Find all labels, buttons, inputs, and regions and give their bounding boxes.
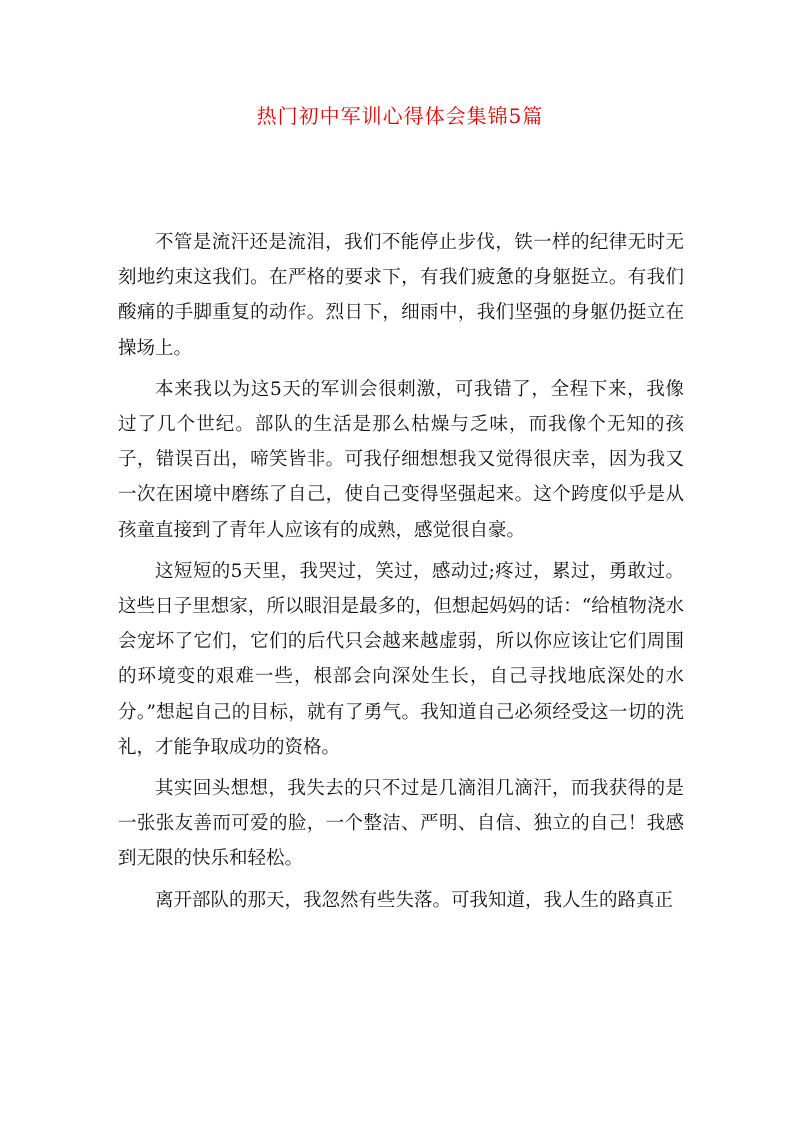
- paragraph: 其实回头想想，我失去的只不过是几滴泪几滴汗，而我获得的是一张张友善而可爱的脸，一个整洁、严明、自信、独立的自己！我感到无限的快乐和轻松。: [118, 778, 684, 870]
- paragraph: 不管是流汗还是流泪，我们不能停止步伐，铁一样的纪律无时无刻地约束这我们。在严格的要求下，有我们疲惫的身躯挺立。有我们酸痛的手脚重复的动作。烈日下，细雨中，我们坚强的身躯仍挺立在操场上。: [118, 232, 684, 359]
- document-body: [118, 225, 684, 924]
- document-title: 热门初中军训心得体会集锦5篇: [256, 104, 544, 128]
- paragraph: 本来我以为这5天的军训会很刺激，可我错了，全程下来，我像过了几个世纪。部队的生活是那么枯燥与乏味，而我像个无知的孩子，错误百出，啼笑皆非。可我仔细想想我又觉得很庆幸，因为我又一次在困境中磨练了自己，使自己变得坚强起来。这个跨度似乎是从孩童直接到了青年人应该有的成熟，感觉很自豪。: [118, 378, 684, 541]
- paragraph: 离开部队的那天，我忽然有些失落。可我知道，我人生的路真正: [155, 889, 674, 911]
- paragraph: 这短短的5天里，我哭过，笑过，感动过;疼过，累过，勇敢过。这些日子里想家，所以眼泪是最多的，但想起妈妈的话：“给植物浇水会宠坏了它们，它们的后代只会越来越虚弱，所以你应该让它们周围的环境变的艰难一些，根部会向深处生长，自己寻找地底深处的水分。”想起自己的目标，就有了勇气。我知道自己必须经受这一切的洗礼，才能争取成功的资格。: [118, 560, 684, 758]
